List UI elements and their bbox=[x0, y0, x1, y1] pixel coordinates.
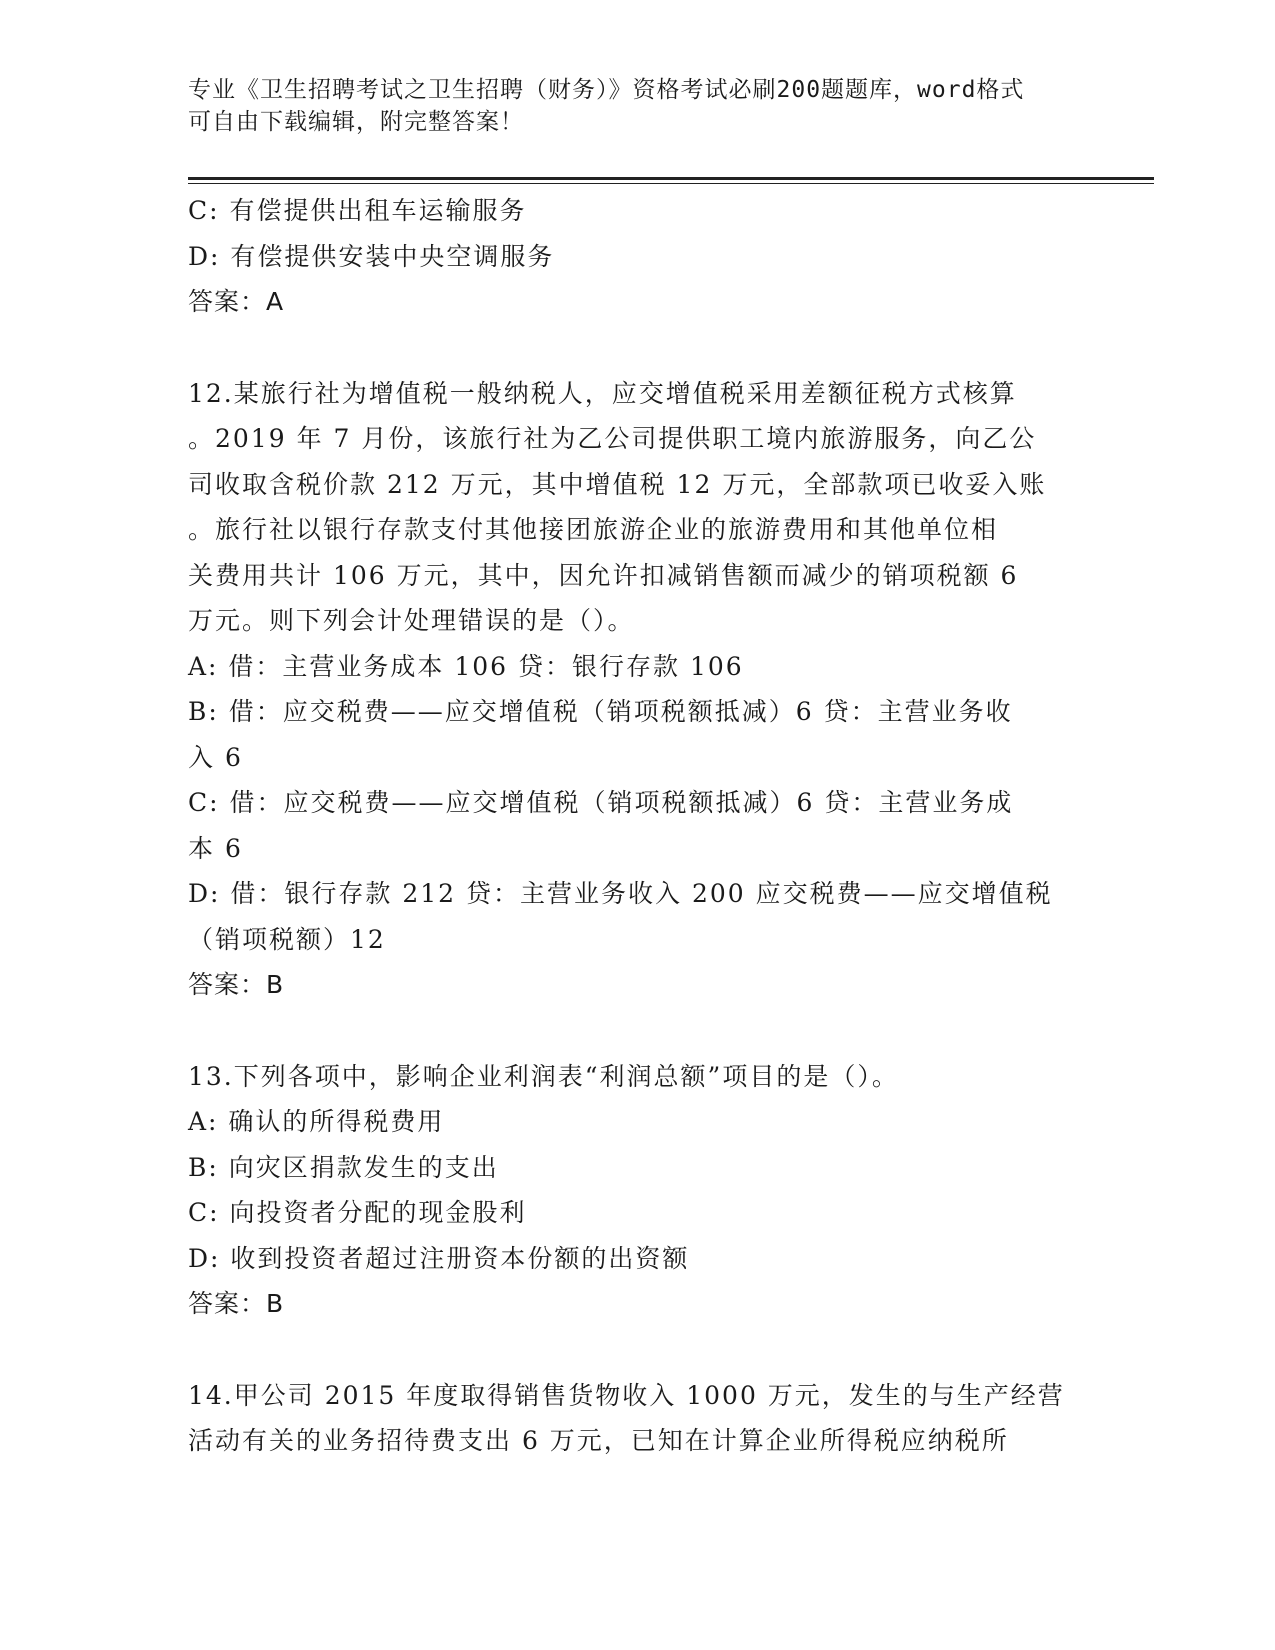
q12-stem-line: 关费用共计 106 万元，其中，因允许扣减销售额而减少的销项税额 6 bbox=[188, 560, 1019, 590]
q12-option-b: B: 借：应交税费——应交增值税（销项税额抵减）6 贷：主营业务收 bbox=[188, 697, 1013, 726]
q12-answer: 答案：B bbox=[188, 970, 285, 999]
q12-option-b-cont: 入 6 bbox=[188, 742, 243, 772]
q12-option-c-cont: 本 6 bbox=[188, 833, 243, 863]
q12-stem-line: 司收取含税价款 212 万元，其中增值税 12 万元，全部款项已收妥入账 bbox=[188, 469, 1047, 499]
q13-answer: 答案：B bbox=[188, 1289, 285, 1318]
q14-stem-line: 活动有关的业务招待费支出 6 万元，已知在计算企业所得税应纳税所 bbox=[188, 1426, 1009, 1455]
q12-stem-line: 。2019 年 7 月份，该旅行社为乙公司提供职工境内旅游服务，向乙公 bbox=[188, 424, 1037, 453]
header-divider-thick bbox=[188, 177, 1154, 180]
q14-stem-line: 14.甲公司 2015 年度取得销售货物收入 1000 万元，发生的与生产经营 bbox=[188, 1380, 1065, 1410]
q12-stem-line: 万元。则下列会计处理错误的是（）。 bbox=[188, 606, 635, 635]
q11-option-c: C: 有偿提供出租车运输服务 bbox=[188, 196, 527, 225]
question-content bbox=[188, 188, 1078, 1464]
q11-option-d: D: 有偿提供安装中央空调服务 bbox=[188, 241, 555, 271]
header-divider-thin bbox=[188, 183, 1154, 184]
spacer bbox=[188, 325, 1078, 371]
q13-stem: 13.下列各项中，影响企业利润表“利润总额”项目的是（）。 bbox=[188, 1061, 899, 1091]
q13-option-a: A: 确认的所得税费用 bbox=[188, 1107, 445, 1136]
q11-answer: 答案：A bbox=[188, 287, 285, 316]
q12-stem-line: 12.某旅行社为增值税一般纳税人，应交增值税采用差额征税方式核算 bbox=[188, 378, 1017, 408]
page-header: 专业《卫生招聘考试之卫生招聘（财务）》资格考试必刷200题题库，word格式 可自由下载编辑，附完整答案！ bbox=[188, 77, 1025, 135]
spacer bbox=[188, 1008, 1078, 1054]
q12-option-a: A: 借：主营业务成本 106 贷：银行存款 106 bbox=[188, 651, 744, 681]
spacer bbox=[188, 1327, 1078, 1373]
q13-option-d: D: 收到投资者超过注册资本份额的出资额 bbox=[188, 1243, 690, 1273]
q12-option-d: D: 借：银行存款 212 贷：主营业务收入 200 应交税费——应交增值税 bbox=[188, 879, 1053, 908]
q12-stem-line: 。旅行社以银行存款支付其他接团旅游企业的旅游费用和其他单位相 bbox=[188, 515, 999, 544]
q12-option-c: C: 借：应交税费——应交增值税（销项税额抵减）6 贷：主营业务成 bbox=[188, 788, 1014, 817]
q13-option-b: B: 向灾区捐款发生的支出 bbox=[188, 1152, 499, 1182]
q13-option-c: C: 向投资者分配的现金股利 bbox=[188, 1198, 527, 1227]
q12-option-d-cont: （销项税额）12 bbox=[188, 924, 386, 954]
